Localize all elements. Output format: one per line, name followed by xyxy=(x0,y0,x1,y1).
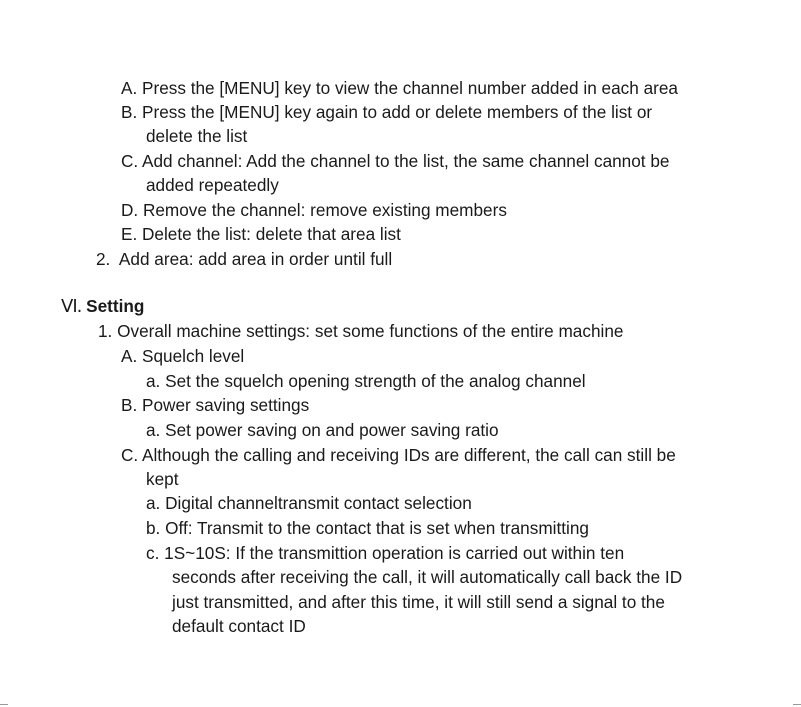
setting-ids-different-cont: kept xyxy=(146,469,179,489)
setting-ids-c-cont-2: just transmitted, and after this time, it will still send a signal to the xyxy=(172,592,665,612)
setting-power-saving: B. Power saving settings xyxy=(121,395,310,415)
crop-mark-right xyxy=(793,704,801,705)
text-line-b-menu-cont: delete the list xyxy=(146,126,248,146)
setting-ids-b: b. Off: Transmit to the contact that is set when transmitting xyxy=(146,518,589,538)
setting-ids-different: C. Although the calling and receiving IDs are different, the call can still be xyxy=(121,445,676,465)
setting-ids-c-cont-3: default contact ID xyxy=(172,616,306,636)
setting-ids-c-cont-1: seconds after receiving the call, it will automatically call back the ID xyxy=(172,567,683,587)
text-line-c-add-cont: added repeatedly xyxy=(146,175,279,195)
text-line-c-add: C. Add channel: Add the channel to the list, the same channel cannot be xyxy=(121,151,670,171)
setting-power-saving-desc: a. Set power saving on and power saving ratio xyxy=(146,420,499,440)
setting-item-1: 1. Overall machine settings: set some functions of the entire machine xyxy=(98,321,624,341)
text-line-e-delete: E. Delete the list: delete that area list xyxy=(121,224,401,244)
setting-ids-a: a. Digital channeltransmit contact selection xyxy=(146,493,472,513)
setting-squelch-desc: a. Set the squelch opening strength of the analog channel xyxy=(146,371,586,391)
text-line-item-2: 2. Add area: add area in order until full xyxy=(96,249,393,269)
text-line-a-menu: A. Press the [MENU] key to view the channel number added in each area xyxy=(121,78,678,98)
text-line-b-menu: B. Press the [MENU] key again to add or delete members of the list or xyxy=(121,102,653,122)
setting-squelch-level: A. Squelch level xyxy=(121,346,245,366)
setting-ids-c: c. 1S~10S: If the transmittion operation is carried out within ten xyxy=(146,543,625,563)
section-numeral: VI. xyxy=(61,296,82,317)
section-heading xyxy=(61,296,144,317)
crop-mark-left xyxy=(0,704,8,705)
section-title: Setting xyxy=(86,296,145,316)
text-line-d-remove: D. Remove the channel: remove existing members xyxy=(121,200,507,220)
